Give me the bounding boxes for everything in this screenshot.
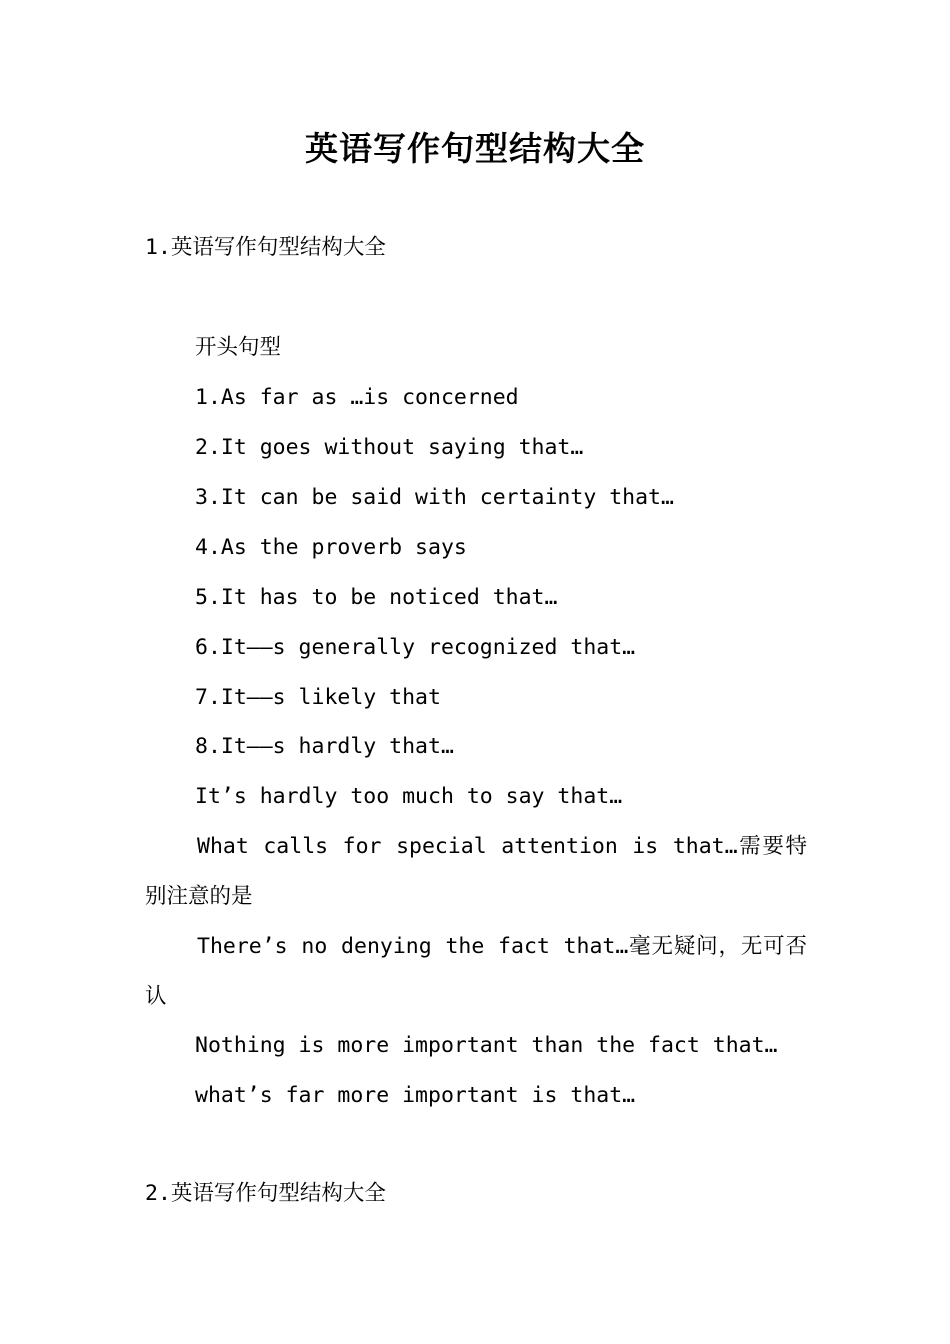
list-item: 1.As far as …is concerned (195, 385, 519, 410)
list-item: 6.It——s generally recognized that… (195, 635, 636, 660)
section-heading-1: 1.英语写作句型结构大全 (145, 235, 386, 260)
list-item: 8.It——s hardly that… (195, 734, 454, 759)
list-item: 2.It goes without saying that… (195, 435, 584, 460)
list-item: what’s far more important is that… (195, 1083, 636, 1108)
list-item: Nothing is more important than the fact that… (195, 1033, 778, 1058)
subheading-opening-sentences: 开头句型 (195, 335, 282, 360)
page-title: 英语写作句型结构大全 (305, 129, 645, 168)
paragraph-no-denying: There’s no denying the fact that…毫无疑问，无可否认 (145, 934, 807, 1009)
list-item: 3.It can be said with certainty that… (195, 485, 674, 510)
list-item: It’s hardly too much to say that… (195, 784, 623, 809)
list-item: 4.As the proverb says (195, 535, 467, 560)
list-item: 5.It has to be noticed that… (195, 585, 558, 610)
paragraph-special-attention: What calls for special attention is that…需要特别注意的是 (145, 834, 807, 909)
section-heading-2: 2.英语写作句型结构大全 (145, 1181, 386, 1206)
list-item: 7.It——s likely that (195, 685, 441, 710)
